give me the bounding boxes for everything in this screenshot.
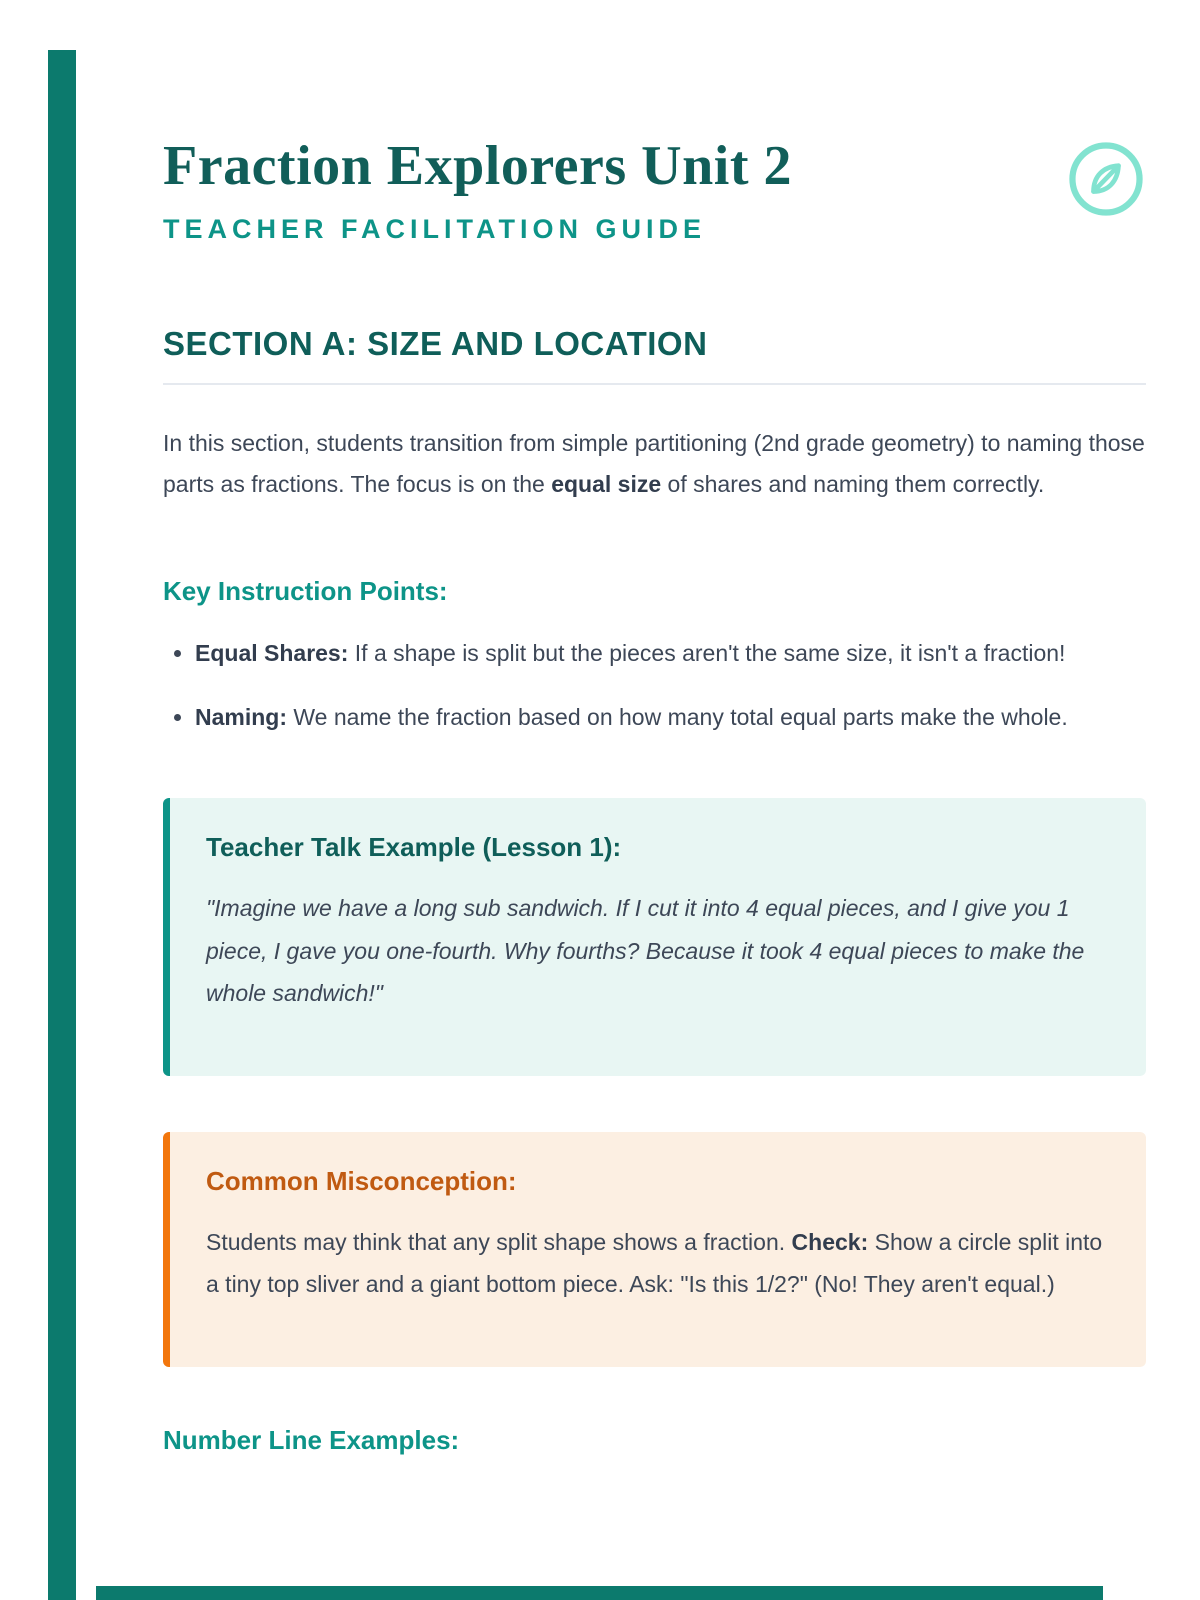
sidebar-accent-bar xyxy=(48,50,76,1600)
table-header-strip xyxy=(96,1586,1103,1600)
key-point-text: We name the fraction based on how many total equal parts make the whole. xyxy=(287,703,1068,730)
key-point-item-naming xyxy=(195,697,1146,738)
intro-paragraph xyxy=(163,423,1146,507)
misconception-callout xyxy=(163,1132,1146,1367)
key-points-heading: Key Instruction Points: xyxy=(163,576,448,607)
misconception-text xyxy=(206,1221,1104,1306)
misconception-text-bold: Check: xyxy=(791,1228,869,1255)
number-line-heading: Number Line Examples: xyxy=(163,1424,460,1455)
intro-text-pre: In this section, students transition from simple partitioning (2nd grade geometry) to naming those parts as fractions. The focus is on the xyxy=(163,429,1145,498)
teacher-talk-quote: "Imagine we have a long sub sandwich. If I cut it into 4 equal pieces, and I give you 1 piece, I gave you one-fourth. Why fourths? Because it took 4 equal pieces to make the whole sandwich!" xyxy=(206,895,1085,1007)
document-subtitle: TEACHER FACILITATION GUIDE xyxy=(163,213,706,244)
key-point-item-equal-shares xyxy=(195,633,1146,674)
key-point-text: If a shape is split but the pieces aren't the same size, it isn't a fraction! xyxy=(348,640,1066,667)
teacher-talk-callout xyxy=(163,798,1146,1076)
misconception-text-post: Show a circle split into a tiny top sliver and a giant bottom piece. Ask: "Is this 1/2?" (No! They aren't equal.) xyxy=(206,1228,1103,1298)
teacher-talk-heading: Teacher Talk Example (Lesson 1): xyxy=(206,832,622,863)
key-point-label: Equal Shares: xyxy=(195,640,349,667)
misconception-text-pre: Students may think that any split shape shows a fraction. xyxy=(206,1228,792,1255)
key-point-label: Naming: xyxy=(195,703,287,730)
key-points-list xyxy=(163,633,1146,738)
document-title: Fraction Explorers Unit 2 xyxy=(163,135,792,197)
intro-text-bold: equal size xyxy=(551,471,662,498)
intro-text-post: of shares and naming them correctly. xyxy=(661,471,1045,498)
document-body xyxy=(163,0,1146,1456)
misconception-heading: Common Misconception: xyxy=(206,1165,517,1196)
section-heading: SECTION A: SIZE AND LOCATION xyxy=(163,325,1146,385)
